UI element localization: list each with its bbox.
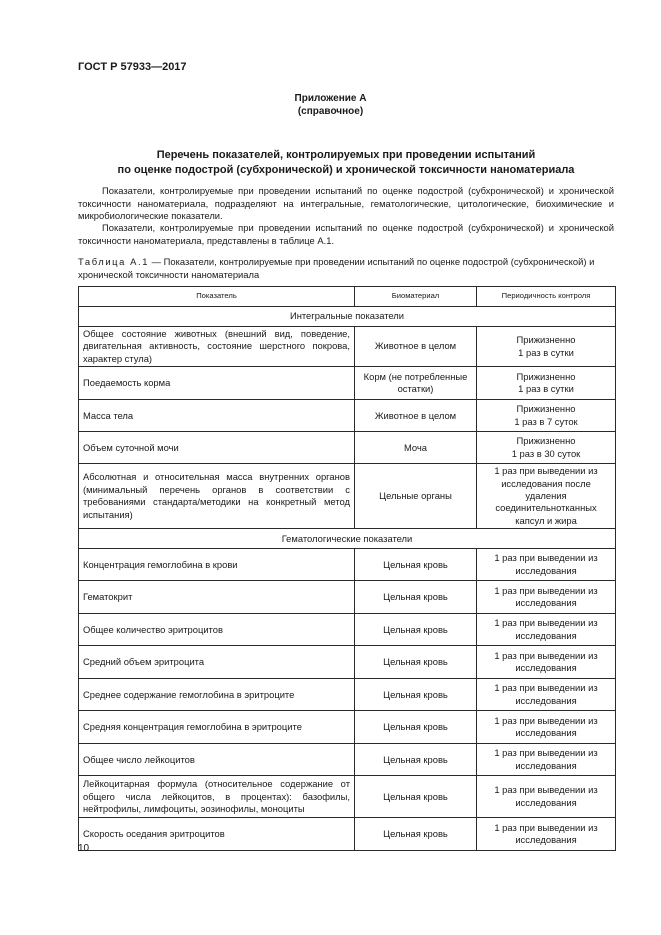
indicator-cell: Общее число лейкоцитов	[79, 744, 355, 776]
main-heading	[78, 148, 614, 178]
biomaterial-cell: Цельная кровь	[355, 744, 477, 776]
biomaterial-cell: Корм (не потребленные остатки)	[355, 367, 477, 400]
appendix-type: (справочное)	[297, 106, 364, 117]
table-row	[79, 327, 616, 367]
frequency-cell: Прижизненно 1 раз в 30 суток	[477, 432, 616, 464]
indicator-cell: Скорость оседания эритроцитов	[79, 818, 355, 851]
indicator-cell: Объем суточной мочи	[79, 432, 355, 464]
biomaterial-cell: Цельная кровь	[355, 818, 477, 851]
indicator-cell: Средняя концентрация гемоглобина в эритроците	[79, 711, 355, 744]
frequency-cell: 1 раз при выведении из исследования	[477, 581, 616, 614]
indicator-cell: Абсолютная и относительная масса внутренних органов (минимальный перечень органов в соответствии с требованиями стандарта/методики на конкретный метод испытания)	[79, 464, 355, 529]
table-row	[79, 818, 616, 851]
section-title: Гематологические показатели	[79, 529, 616, 549]
table-row	[79, 679, 616, 711]
indicator-cell: Поедаемость корма	[79, 367, 355, 400]
biomaterial-cell: Цельная кровь	[355, 646, 477, 679]
biomaterial-cell: Цельная кровь	[355, 614, 477, 646]
paragraph: Показатели, контролируемые при проведении испытаний по оценке подострой (субхронической) и хронической токсичности наноматериала, представлены в таблице А.1.	[78, 222, 614, 246]
document-code: ГОСТ Р 57933—2017	[78, 61, 187, 73]
indicators-table	[78, 286, 616, 851]
frequency-cell: 1 раз при выведении из исследования	[477, 679, 616, 711]
biomaterial-cell: Цельная кровь	[355, 776, 477, 818]
indicator-cell: Концентрация гемоглобина в крови	[79, 549, 355, 581]
table-row	[79, 581, 616, 614]
frequency-cell: 1 раз при выведении из исследования после удаления соединительнотканных капсул и жира	[477, 464, 616, 529]
biomaterial-cell: Цельная кровь	[355, 581, 477, 614]
frequency-cell: 1 раз при выведении из исследования	[477, 711, 616, 744]
indicator-cell: Средний объем эритроцита	[79, 646, 355, 679]
appendix-title	[0, 92, 661, 118]
main-heading-line-2: по оценке подострой (субхронической) и хронической токсичности наноматериала	[117, 164, 575, 176]
indicator-cell: Среднее содержание гемоглобина в эритроците	[79, 679, 355, 711]
frequency-cell: 1 раз при выведении из исследования	[477, 818, 616, 851]
table-caption-text: — Показатели, контролируемые при проведении испытаний по оценке подострой (субхронической) и хронической токсичности наноматериала	[78, 256, 595, 280]
section-row	[79, 307, 616, 327]
table-row	[79, 432, 616, 464]
indicator-cell: Масса тела	[79, 400, 355, 432]
table-header-row	[79, 287, 616, 307]
table-row	[79, 776, 616, 818]
page-number: 10	[78, 843, 90, 854]
table-row	[79, 711, 616, 744]
table-row	[79, 614, 616, 646]
table-row	[79, 400, 616, 432]
frequency-cell: 1 раз при выведении из исследования	[477, 776, 616, 818]
column-header: Периодичность контроля	[477, 287, 616, 307]
frequency-cell: Прижизненно 1 раз в сутки	[477, 327, 616, 367]
appendix-label: Приложение А	[294, 93, 367, 104]
column-header: Показатель	[79, 287, 355, 307]
biomaterial-cell: Животное в целом	[355, 400, 477, 432]
biomaterial-cell: Цельная кровь	[355, 711, 477, 744]
table-caption	[78, 256, 614, 281]
main-heading-line-1: Перечень показателей, контролируемых при проведении испытаний	[156, 149, 536, 161]
frequency-cell: 1 раз при выведении из исследования	[477, 744, 616, 776]
biomaterial-cell: Моча	[355, 432, 477, 464]
frequency-cell: 1 раз при выведении из исследования	[477, 646, 616, 679]
table-row	[79, 646, 616, 679]
frequency-cell: 1 раз при выведении из исследования	[477, 549, 616, 581]
indicator-cell: Общее состояние животных (внешний вид, поведение, двигательная активность, состояние шерстного покрова, характер стула)	[79, 327, 355, 367]
section-title: Интегральные показатели	[79, 307, 616, 327]
table-row	[79, 744, 616, 776]
biomaterial-cell: Животное в целом	[355, 327, 477, 367]
table-row	[79, 549, 616, 581]
table-row	[79, 464, 616, 529]
frequency-cell: Прижизненно 1 раз в сутки	[477, 367, 616, 400]
section-row	[79, 529, 616, 549]
indicator-cell: Гематокрит	[79, 581, 355, 614]
biomaterial-cell: Цельные органы	[355, 464, 477, 529]
biomaterial-cell: Цельная кровь	[355, 679, 477, 711]
table-row	[79, 367, 616, 400]
indicator-cell: Лейкоцитарная формула (относительное содержание от общего числа лейкоцитов, в процентах): базофилы, нейтрофилы, лимфоциты, эозинофилы, моноциты	[79, 776, 355, 818]
paragraph: Показатели, контролируемые при проведении испытаний по оценке подострой (субхронической) и хронической токсичности наноматериала, подразделяют на интегральные, гематологические, цитологические, биохимические и микробиологические показатели.	[78, 185, 614, 222]
table-caption-label: Таблица А.1	[78, 256, 150, 267]
column-header: Биоматериал	[355, 287, 477, 307]
frequency-cell: 1 раз при выведении из исследования	[477, 614, 616, 646]
biomaterial-cell: Цельная кровь	[355, 549, 477, 581]
frequency-cell: Прижизненно 1 раз в 7 суток	[477, 400, 616, 432]
indicator-cell: Общее количество эритроцитов	[79, 614, 355, 646]
